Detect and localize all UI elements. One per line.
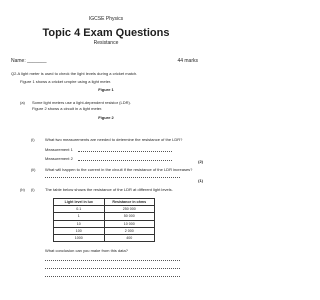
measurement1-answer-line[interactable] [78,151,172,152]
table-row [54,220,155,227]
part-a-text-line1: Some light meters use a light-dependent resistor (LDR). [32,100,131,105]
column-header-resistance: Resistance in ohms [104,199,155,206]
conclusion-answer-line-2[interactable] [45,268,180,269]
column-header-light-level: Light level in lux [54,199,105,206]
measurement2-answer-line[interactable] [78,160,172,161]
light-level-cell: 10 [54,220,105,227]
table-row [54,213,155,220]
table-header-row [54,199,155,206]
figure1-caption: Figure 1 shows a cricket umpire using a light meter. [20,79,112,84]
light-level-cell: 1 [54,213,105,220]
part-b-i-question: The table below shows the resistance of the LDR at different light levels. [45,187,173,192]
resistance-table [53,198,155,242]
resistance-cell: 2 000 [104,227,155,234]
part-a-i-number: (i) [31,137,35,142]
measurement2-label: Measurement 2 [45,156,73,161]
part-a-text-line2: Figure 2 shows a circuit in a light meter. [32,106,103,111]
resistance-cell: 400 [104,234,155,241]
figure2-label: Figure 2 [98,115,114,120]
part-b-number: (b) [20,187,25,192]
light-level-cell: 0.1 [54,206,105,213]
marks-total: 44 marks [177,58,198,64]
table-row [54,234,155,241]
part-a-ii-number: (ii) [31,167,36,172]
light-level-cell: 100 [54,227,105,234]
conclusion-question: What conclusion can you make from this data? [45,248,128,253]
page-subtitle: Resistance [93,40,119,46]
page-title: Topic 4 Exam Questions [42,27,170,39]
marks-a-i: (2) [198,159,203,164]
question-intro: Q2.A light meter is used to check the light levels during a cricket match. [11,71,138,76]
part-a-number: (a) [20,100,25,105]
table-row [54,206,155,213]
part-a-ii-answer-line[interactable] [45,177,180,178]
resistance-cell: 10 000 [104,220,155,227]
light-level-cell: 1000 [54,234,105,241]
resistance-cell: 250 000 [104,206,155,213]
table-row [54,227,155,234]
name-label: Name: _______ [11,58,47,64]
part-a-ii-question: What will happen to the current in the circuit if the resistance of the LDR increases? [45,167,193,172]
measurement1-label: Measurement 1 [45,147,73,152]
resistance-cell: 50 000 [104,213,155,220]
part-b-i-number: (i) [31,187,35,192]
marks-a-ii: (1) [198,178,203,183]
figure1-label: Figure 1 [98,87,114,92]
conclusion-answer-line-3[interactable] [45,276,180,277]
part-a-i-question: What two measurements are needed to determine the resistance of the LDR? [45,137,183,142]
conclusion-answer-line-1[interactable] [45,260,180,261]
course-header: IGCSE Physics [88,16,124,22]
